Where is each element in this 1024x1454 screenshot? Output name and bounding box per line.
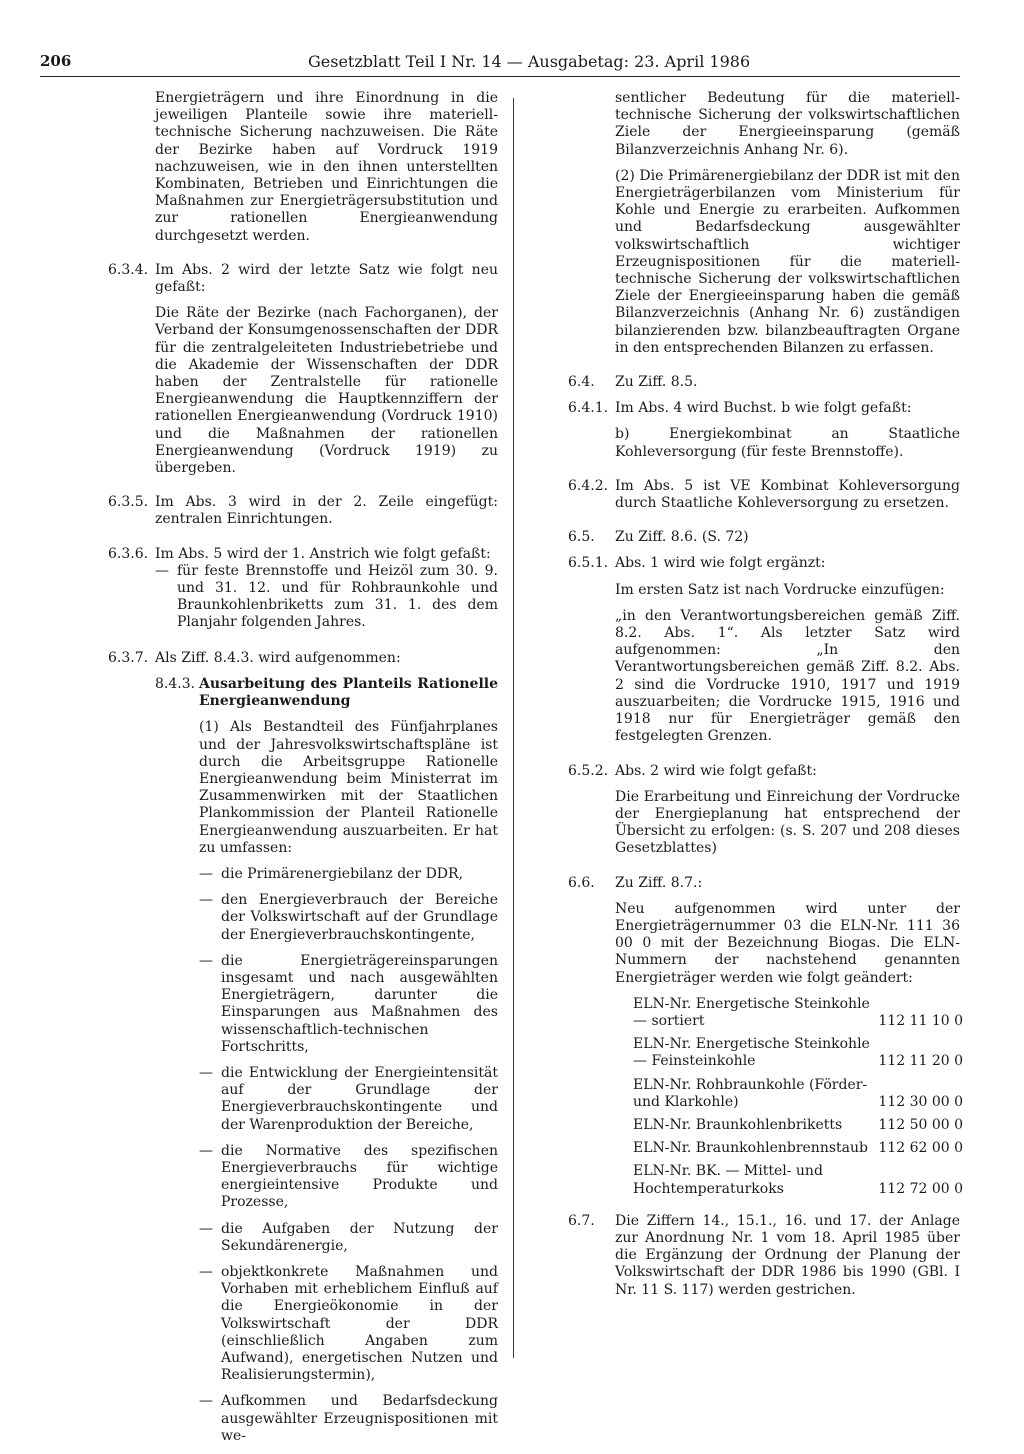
- section-text: Abs. 2 wird wie folgt gefaßt:: [615, 762, 817, 779]
- eln-label: ELN-Nr. BK. — Mittel- und Hochtemperaturkoks: [633, 1163, 823, 1197]
- column-divider: [513, 98, 514, 1358]
- eln-label: ELN-Nr. Braunkohlenbrennstaub: [633, 1140, 868, 1157]
- section-body: Die Räte der Bezirke (nach Fachorganen), der Verband der Konsumgenossenschaften der DDR für die zentralgeleiteten Industriebetriebe und die Akademie der Wissenschaften der DDR haben der Zentralstelle für rationelle Energieanwendung die Hauptkennziffern der rationellen Energieanwendung (Vordruck 1910) und die Maßnahmen der rationellen Energieanwendung (Vordruck 1919) zu übergeben.: [155, 305, 498, 477]
- section-text: Im Abs. 4 wird Buchst. b wie folgt gefaßt:: [615, 400, 912, 417]
- section-text: Im Abs. 3 wird in der 2. Zeile eingefügt: zentralen Einrichtungen.: [155, 494, 498, 528]
- section-number: 6.5.2.: [568, 762, 609, 779]
- list-item: — die Energieträgereinsparungen insgesamt und nach ausgewählten Energieträgern, darunter die Einsparungen aus Maßnahmen des wissenschaftlich-technischen Fortschritts,: [199, 953, 498, 1056]
- section-6-5: [568, 529, 960, 546]
- section-number: 6.7.: [568, 1212, 595, 1229]
- table-row: [633, 1140, 963, 1163]
- table-row: [633, 1077, 963, 1117]
- header-rule: [40, 76, 960, 77]
- section-number: 6.3.7.: [108, 649, 149, 666]
- table-row: [633, 996, 963, 1036]
- section-text: Im Abs. 5 ist VE Kombinat Kohleversorgung durch Staatliche Kohleversorgung zu ersetzen.: [615, 477, 960, 512]
- list-item: — die Primärenergiebilanz der DDR,: [199, 866, 498, 883]
- table-row: [633, 1163, 963, 1203]
- section-text: Zu Ziff. 8.6. (S. 72): [615, 529, 749, 546]
- section-number: 6.3.5.: [108, 494, 149, 511]
- eln-code: 112 11 20 0: [878, 1053, 963, 1070]
- section-body: b) Energiekombinat an Staatliche Kohleversorgung (für feste Brennstoffe).: [615, 426, 960, 460]
- running-header: Gesetzblatt Teil I Nr. 14 — Ausgabetag: 23. April 1986: [308, 52, 751, 71]
- section-number: 6.4.2.: [568, 477, 609, 494]
- right-column: [568, 90, 963, 1299]
- subsection-title: Ausarbeitung des Planteils Rationelle Energieanwendung: [199, 675, 498, 710]
- subsection-8-4-3: [108, 676, 498, 1445]
- section-6-7: [568, 1213, 960, 1299]
- section-number: 6.4.1.: [568, 400, 609, 417]
- section-body: Neu aufgenommen wird unter der Energieträgernummer 03 die ELN-Nr. 111 36 00 0 mit der Bezeichnung Biogas. Die ELN-Nummern der nachstehend genannten Energieträger werden wie folgt geändert:: [615, 900, 960, 986]
- table-row: [633, 1117, 963, 1140]
- eln-label: ELN-Nr. Rohbraunkohle (Förder- und Klarkohle): [633, 1076, 868, 1110]
- section-text: Im Abs. 2 wird der letzte Satz wie folgt neu gefaßt:: [155, 261, 498, 296]
- list-item: — die Normative des spezifischen Energieverbrauchs für wichtige energieintensive Produkte und Prozesse,: [199, 1143, 498, 1212]
- dash-list: [199, 866, 498, 1445]
- continuation-paragraph: sentlicher Bedeutung für die materiell-technische Sicherung der volkswirtschaftlichen Ziele der Energieeinsparung (gemäß Bilanzverzeichnis Anhang Nr. 6).: [615, 90, 960, 158]
- section-number: 6.4.: [568, 374, 595, 391]
- eln-label: ELN-Nr. Energetische Steinkohle — Feinsteinkohle: [633, 1036, 870, 1070]
- section-number: 6.5.1.: [568, 555, 609, 572]
- list-item: — für feste Brennstoffe und Heizöl zum 30. 9. und 31. 12. und für Rohbraunkohle und Braunkohlenbriketts zum 31. 1. des dem Planjahr folgenden Jahres.: [155, 563, 498, 632]
- eln-label: ELN-Nr. Braunkohlenbriketts: [633, 1116, 843, 1133]
- section-6-3-4: [108, 262, 498, 477]
- section-6-4: [568, 374, 960, 391]
- eln-code: 112 30 00 0: [878, 1093, 963, 1110]
- list-item: — den Energieverbrauch der Bereiche der Volkswirtschaft auf der Grundlage der Energieverbrauchskontingente,: [199, 892, 498, 944]
- subsection-paragraph: (1) Als Bestandteil des Fünfjahrplanes und der Jahresvolkswirtschaftspläne ist durch die Arbeitsgruppe Rationelle Energieanwendung beim Ministerrat im Zusammenwirken mit der Staatlichen Plankommission der Planteil Rationelle Energieanwendung auszuarbeiten. Er hat zu umfassen:: [199, 719, 498, 856]
- eln-label: ELN-Nr. Energetische Steinkohle — sortiert: [633, 995, 870, 1029]
- section-number: 6.3.6.: [108, 545, 149, 562]
- section-6-3-5: [108, 494, 498, 528]
- section-text: Als Ziff. 8.4.3. wird aufgenommen:: [155, 649, 401, 666]
- intro-paragraph: Energieträgern und ihre Einordnung in die jeweiligen Planteile sowie ihre materiell-technische Sicherung nachzuweisen. Die Räte der Bezirke haben auf Vordruck 1919 nachzuweisen, wie in den ihnen unterstellten Kombinaten, Betrieben und Einrichtungen die Maßnahmen zur Energieträgersubstitution und zur rationellen Energieanwendung durchgesetzt werden.: [155, 90, 498, 244]
- page-number: 206: [40, 52, 72, 70]
- section-6-3-7: [108, 650, 498, 667]
- eln-code: 112 72 00 0: [878, 1180, 963, 1197]
- dash-list: [155, 563, 498, 632]
- section-6-5-2: [568, 763, 960, 858]
- eln-table: [633, 996, 963, 1204]
- section-body: Die Erarbeitung und Einreichung der Vordrucke der Energieplanung hat entsprechend der Übersicht zu erfolgen: (s. S. 207 und 208 dieses Gesetzblattes): [615, 788, 960, 857]
- list-item: — Aufkommen und Bedarfsdeckung ausgewählter Erzeugnispositionen mit we-: [199, 1393, 498, 1445]
- left-column: [108, 90, 498, 1454]
- list-item: — die Aufgaben der Nutzung der Sekundärenergie,: [199, 1221, 498, 1255]
- section-body: „in den Verantwortungsbereichen gemäß Ziff. 8.2. Abs. 1“. Als letzter Satz wird aufgenommen: „In den Verantwortungsbereichen gemäß Ziff. 8.2. Abs. 2 sind die Vordrucke 1910, 1917 und 1919 auszuarbeiten; die Vordrucke 1915, 1916 und 1918 nur für Energieträger gemäß den festgelegten Grenzen.: [615, 607, 960, 745]
- section-text: Abs. 1 wird wie folgt ergänzt:: [615, 555, 826, 572]
- section-text: Die Ziffern 14., 15.1., 16. und 17. der Anlage zur Anordnung Nr. 1 vom 18. April 1985 über die Ergänzung der Ordnung der Planung der Volkswirtschaft der DDR 1986 bis 1990 (GBl. I Nr. 11 S. 117) werden gestrichen.: [615, 1212, 960, 1298]
- section-text: Zu Ziff. 8.7.:: [615, 874, 703, 891]
- eln-code: 112 11 10 0: [878, 1012, 963, 1029]
- paragraph-2: (2) Die Primärenergiebilanz der DDR ist mit den Energieträgerbilanzen vom Ministerium für Kohle und Energie zu erarbeiten. Aufkommen und Bedarfsdeckung ausgewählter volkswirtschaftlich wichtiger Erzeugnispositionen für die materiell-technische Sicherung der volkswirtschaftlichen Ziele der Energieeinsparung haben die gemäß Bilanzverzeichnis (Anhang Nr. 6) zuständigen bilanzierenden bzw. bilanzbeauftragten Organe in den entsprechenden Bilanzen zu erfassen.: [615, 167, 960, 356]
- eln-code: 112 62 00 0: [878, 1140, 963, 1157]
- table-row: [633, 1036, 963, 1076]
- section-6-4-1: [568, 400, 960, 461]
- section-text: Zu Ziff. 8.5.: [615, 374, 698, 391]
- list-item: — objektkonkrete Maßnahmen und Vorhaben mit erheblichem Einfluß auf die Energieökonomie in der Volkswirtschaft der DDR (einschließlich Angaben zum Aufwand), energetischen Nutzen und Realisierungstermin),: [199, 1264, 498, 1384]
- section-6-5-1: [568, 555, 960, 745]
- section-number: 6.5.: [568, 529, 595, 546]
- subsection-number: 8.4.3.: [155, 675, 196, 692]
- section-6-4-2: [568, 478, 960, 512]
- eln-code: 112 50 00 0: [878, 1116, 963, 1133]
- section-text: Im Abs. 5 wird der 1. Anstrich wie folgt gefaßt:: [155, 545, 491, 562]
- section-body: Im ersten Satz ist nach Vordrucke einzufügen:: [615, 581, 945, 598]
- list-item: — die Entwicklung der Energieintensität auf der Grundlage der Energieverbrauchskontingente und der Warenproduktion der Bereiche,: [199, 1065, 498, 1134]
- section-6-6: [568, 875, 960, 987]
- section-number: 6.3.4.: [108, 261, 149, 278]
- section-6-3-6: [108, 546, 498, 632]
- section-number: 6.6.: [568, 874, 595, 891]
